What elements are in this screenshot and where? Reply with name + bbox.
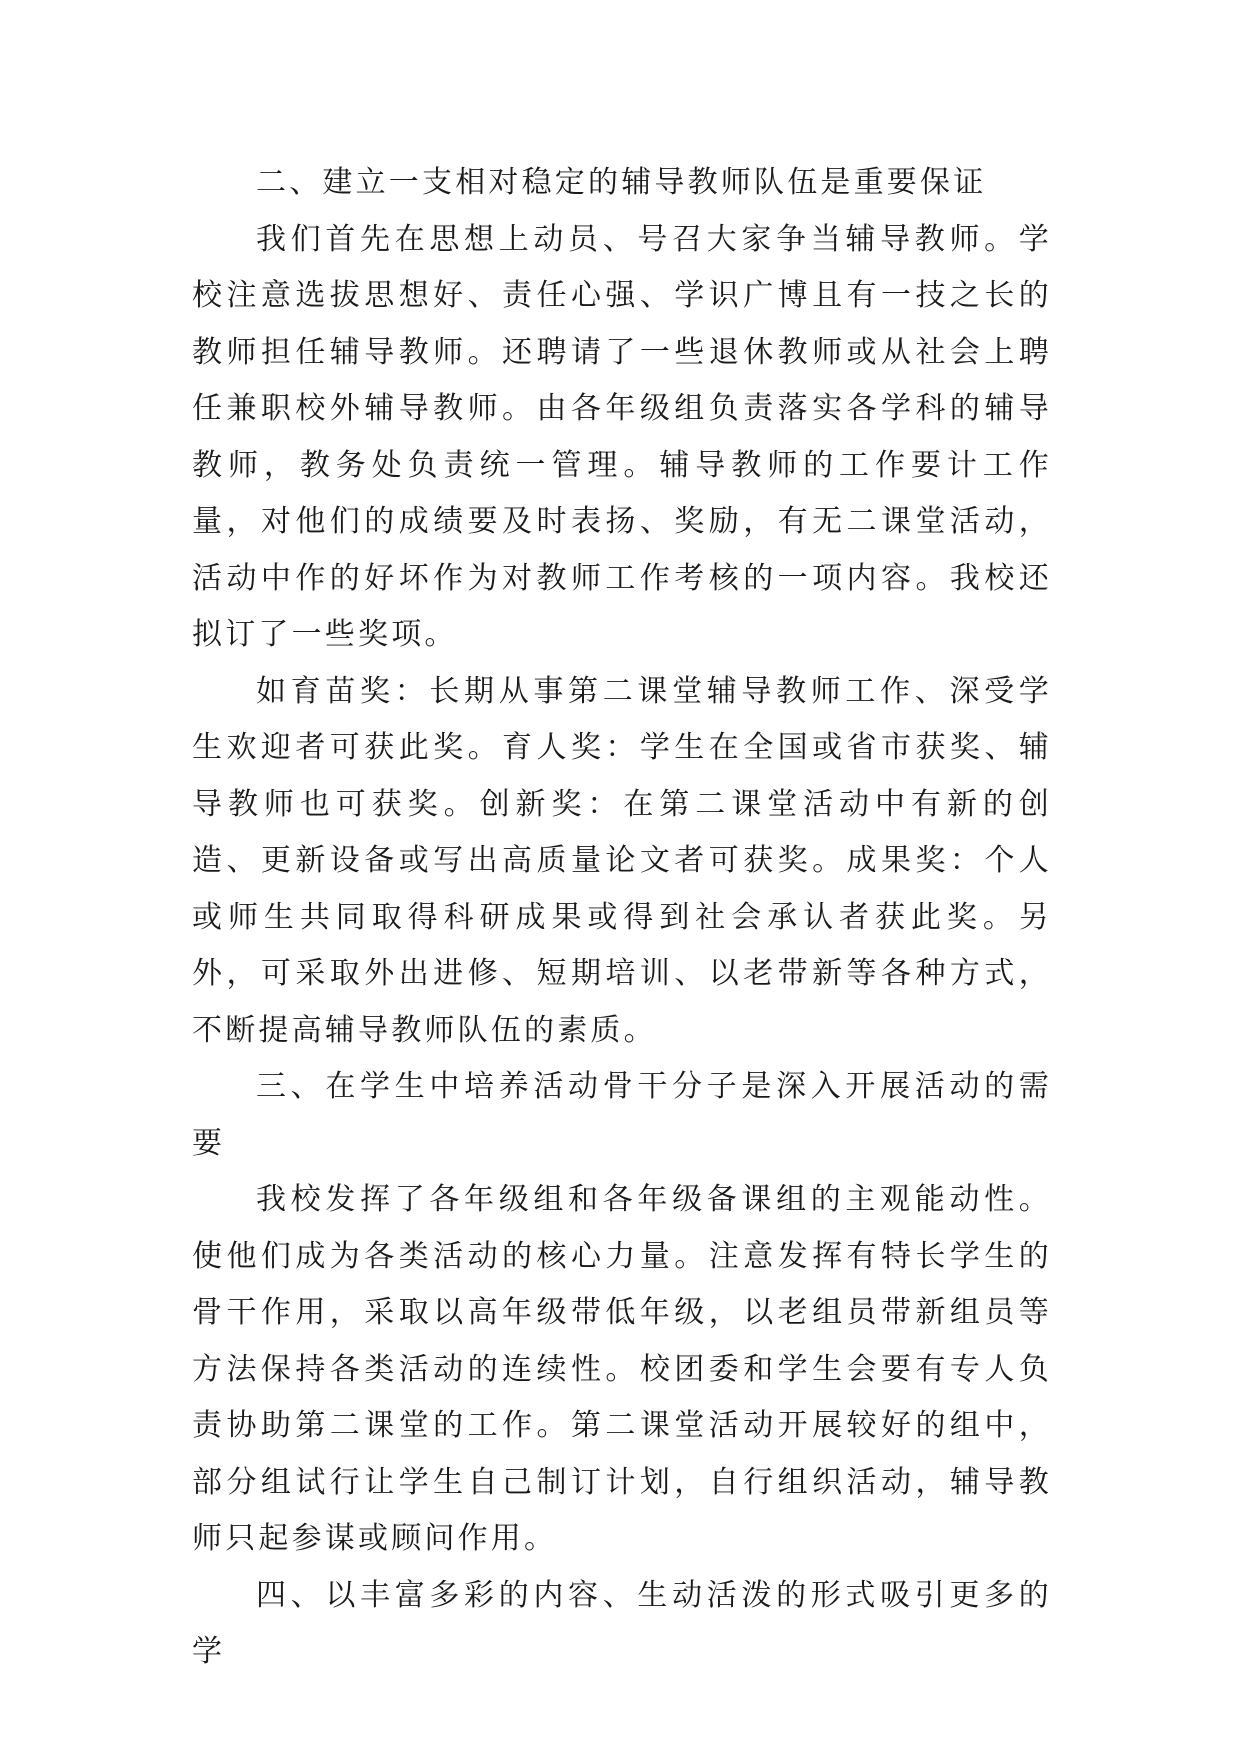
paragraph: 如育苗奖：长期从事第二课堂辅导教师工作、深受学生欢迎者可获此奖。育人奖：学生在全国或省市获奖、辅导教师也可获奖。创新奖：在第二课堂活动中有新的创造、更新设备或写出高质量论文者可获奖。成果奖：个人或师生共同取得科研成果或得到社会承认者获此奖。另外，可采取外出进修、短期培训、以老带新等各种方式，不断提高辅导教师队伍的素质。 [192, 673, 1052, 1048]
document-body [192, 155, 1052, 1681]
section-heading-2: 二、建立一支相对稳定的辅导教师队伍是重要保证 [256, 165, 987, 200]
section-heading-4: 四、以丰富多彩的内容、生动活泼的形式吸引更多的学 [192, 1577, 1052, 1669]
paragraph: 我们首先在思想上动员、号召大家争当辅导教师。学校注意选拔思想好、责任心强、学识广博且有一技之长的教师担任辅导教师。还聘请了一些退休教师或从社会上聘任兼职校外辅导教师。由各年级组负责落实各学科的辅导教师，教务处负责统一管理。辅导教师的工作要计工作量，对他们的成绩要及时表扬、奖励，有无二课堂活动，活动中作的好坏作为对教师工作考核的一项内容。我校还拟订了一些奖项。 [192, 221, 1052, 652]
section-heading-3: 三、在学生中培养活动骨干分子是深入开展活动的需要 [192, 1069, 1052, 1161]
paragraph: 我校发挥了各年级组和各年级备课组的主观能动性。使他们成为各类活动的核心力量。注意发挥有特长学生的骨干作用，采取以高年级带低年级，以老组员带新组员等方法保持各类活动的连续性。校团委和学生会要有专人负责协助第二课堂的工作。第二课堂活动开展较好的组中，部分组试行让学生自己制订计划，自行组织活动，辅导教师只起参谋或顾问作用。 [192, 1182, 1052, 1556]
